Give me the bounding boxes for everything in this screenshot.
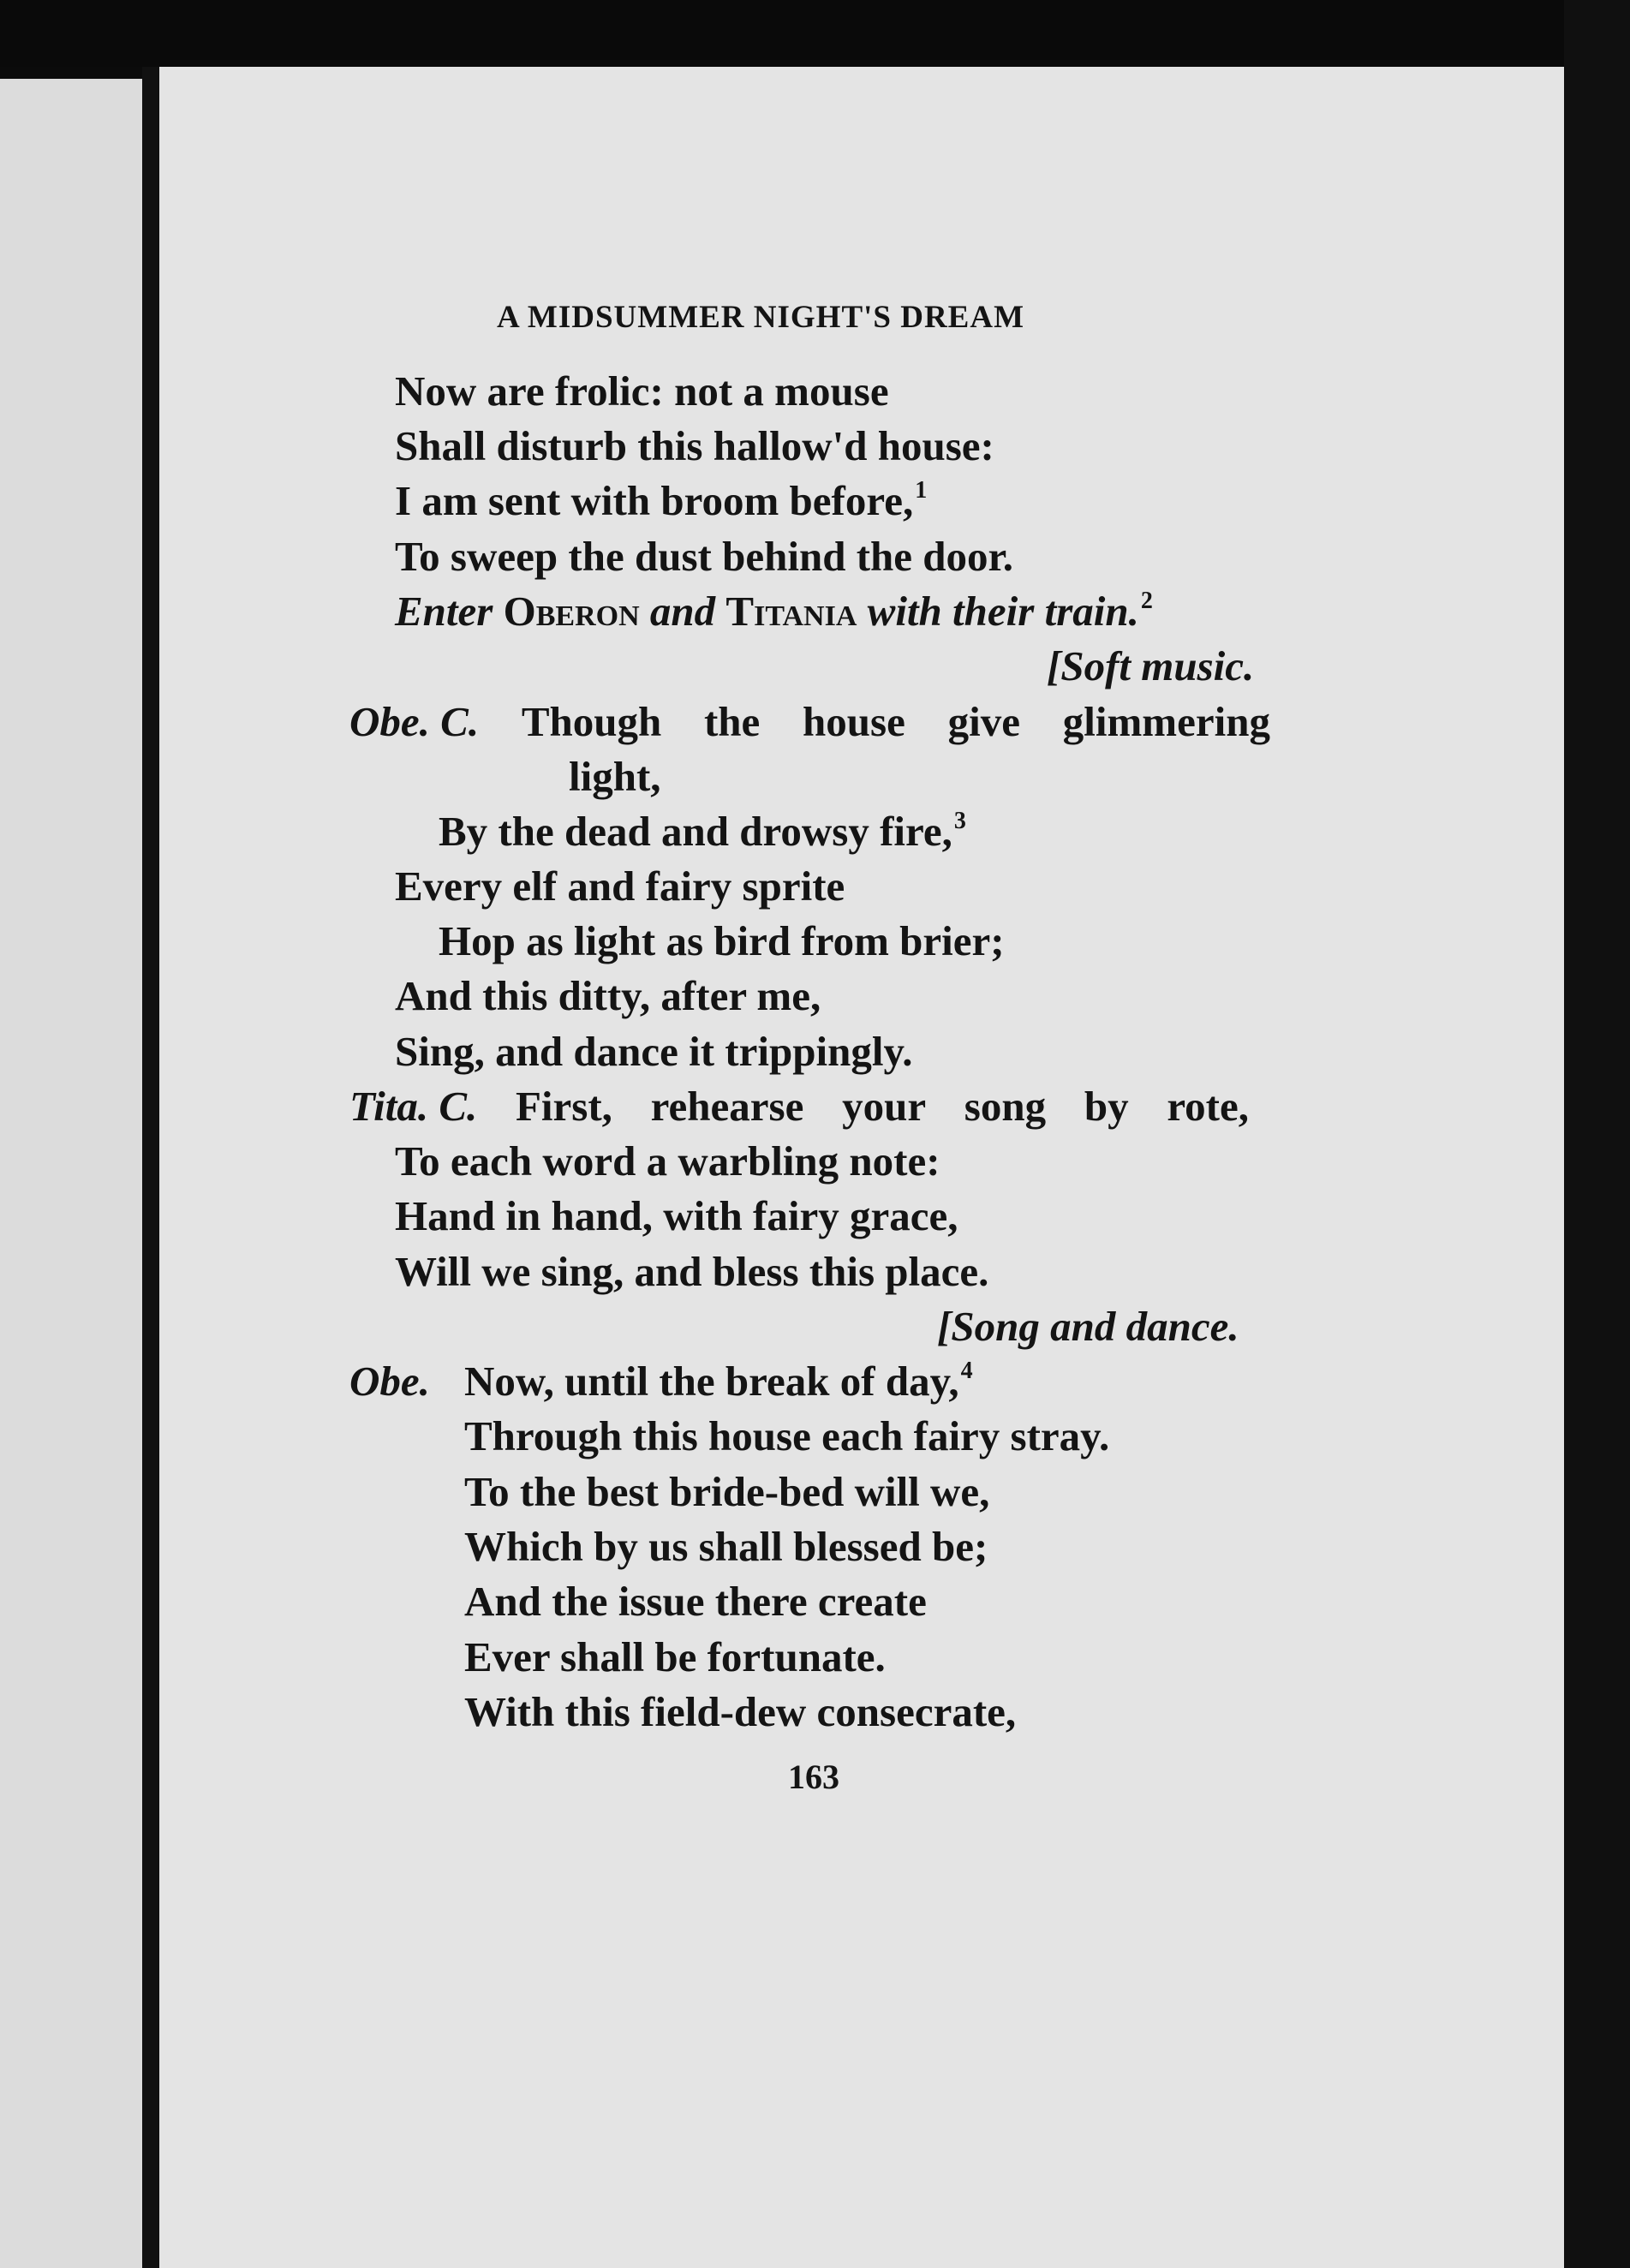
verse-line: Shall disturb this hallow'd house: — [395, 422, 994, 469]
verse-line: To sweep the dust behind the door. — [395, 533, 1014, 580]
verse-line: Through this house each fairy stray. — [464, 1412, 1110, 1459]
verse-line: With this field-dew consecrate, — [464, 1688, 1017, 1735]
verse-line: And this ditty, after me, — [395, 972, 821, 1019]
verse-line: Will we sing, and bless this place. — [395, 1248, 989, 1295]
speech-obe-c: Obe. C. Though the house give glimmering — [349, 698, 1270, 745]
speaker-label: Obe. — [349, 1358, 430, 1405]
verse-line: I am sent with broom before,$^1$ — [395, 477, 928, 524]
speaker-label: Obe. C. — [349, 698, 480, 745]
verse-line: Every elf and fairy sprite — [395, 862, 845, 910]
verse-line: Sing, and dance it trippingly. — [395, 1028, 913, 1075]
verse-line: light, — [569, 753, 661, 800]
stage-direction-enter: Enter Oberon and Titania with their train.$^2$ — [395, 588, 1153, 635]
page-number: 163 — [788, 1758, 839, 1796]
speech-obe: Obe. Now, until the break of day,$^4$ — [349, 1358, 973, 1405]
verse-line: Hop as light as bird from brier; — [439, 917, 1005, 964]
speech-tita-c: Tita. C. First, rehearse your song by rote, — [349, 1083, 1249, 1130]
verse-line: Now are frolic: not a mouse — [395, 367, 889, 415]
speaker-label: Tita. C. — [349, 1083, 478, 1130]
verse-line: By the dead and drowsy fire,$^3$ — [439, 808, 966, 855]
stage-direction-song: [Song and dance. — [937, 1303, 1239, 1350]
scan-right-border — [1564, 0, 1630, 2268]
stage-direction-soft-music: [Soft music. — [1047, 642, 1255, 689]
verse-line: To each word a warbling note: — [395, 1137, 940, 1185]
footnote-marker: 4 — [960, 1358, 973, 1384]
footnote-marker: 3 — [953, 808, 966, 834]
verse-line: Ever shall be fortunate. — [464, 1633, 886, 1680]
left-page-edge — [0, 79, 144, 2268]
verse-line: Hand in hand, with fairy grace, — [395, 1192, 958, 1239]
running-header: A MIDSUMMER NIGHT'S DREAM — [497, 300, 1024, 335]
verse-line: And the issue there create — [464, 1578, 927, 1625]
verse-line: Which by us shall blessed be; — [464, 1523, 988, 1570]
verse-line: To the best bride-bed will we, — [464, 1468, 990, 1515]
scan-top-border — [0, 0, 1630, 67]
footnote-marker: 2 — [1140, 588, 1153, 614]
footnote-marker: 1 — [915, 477, 928, 504]
book-gutter — [142, 67, 159, 2268]
